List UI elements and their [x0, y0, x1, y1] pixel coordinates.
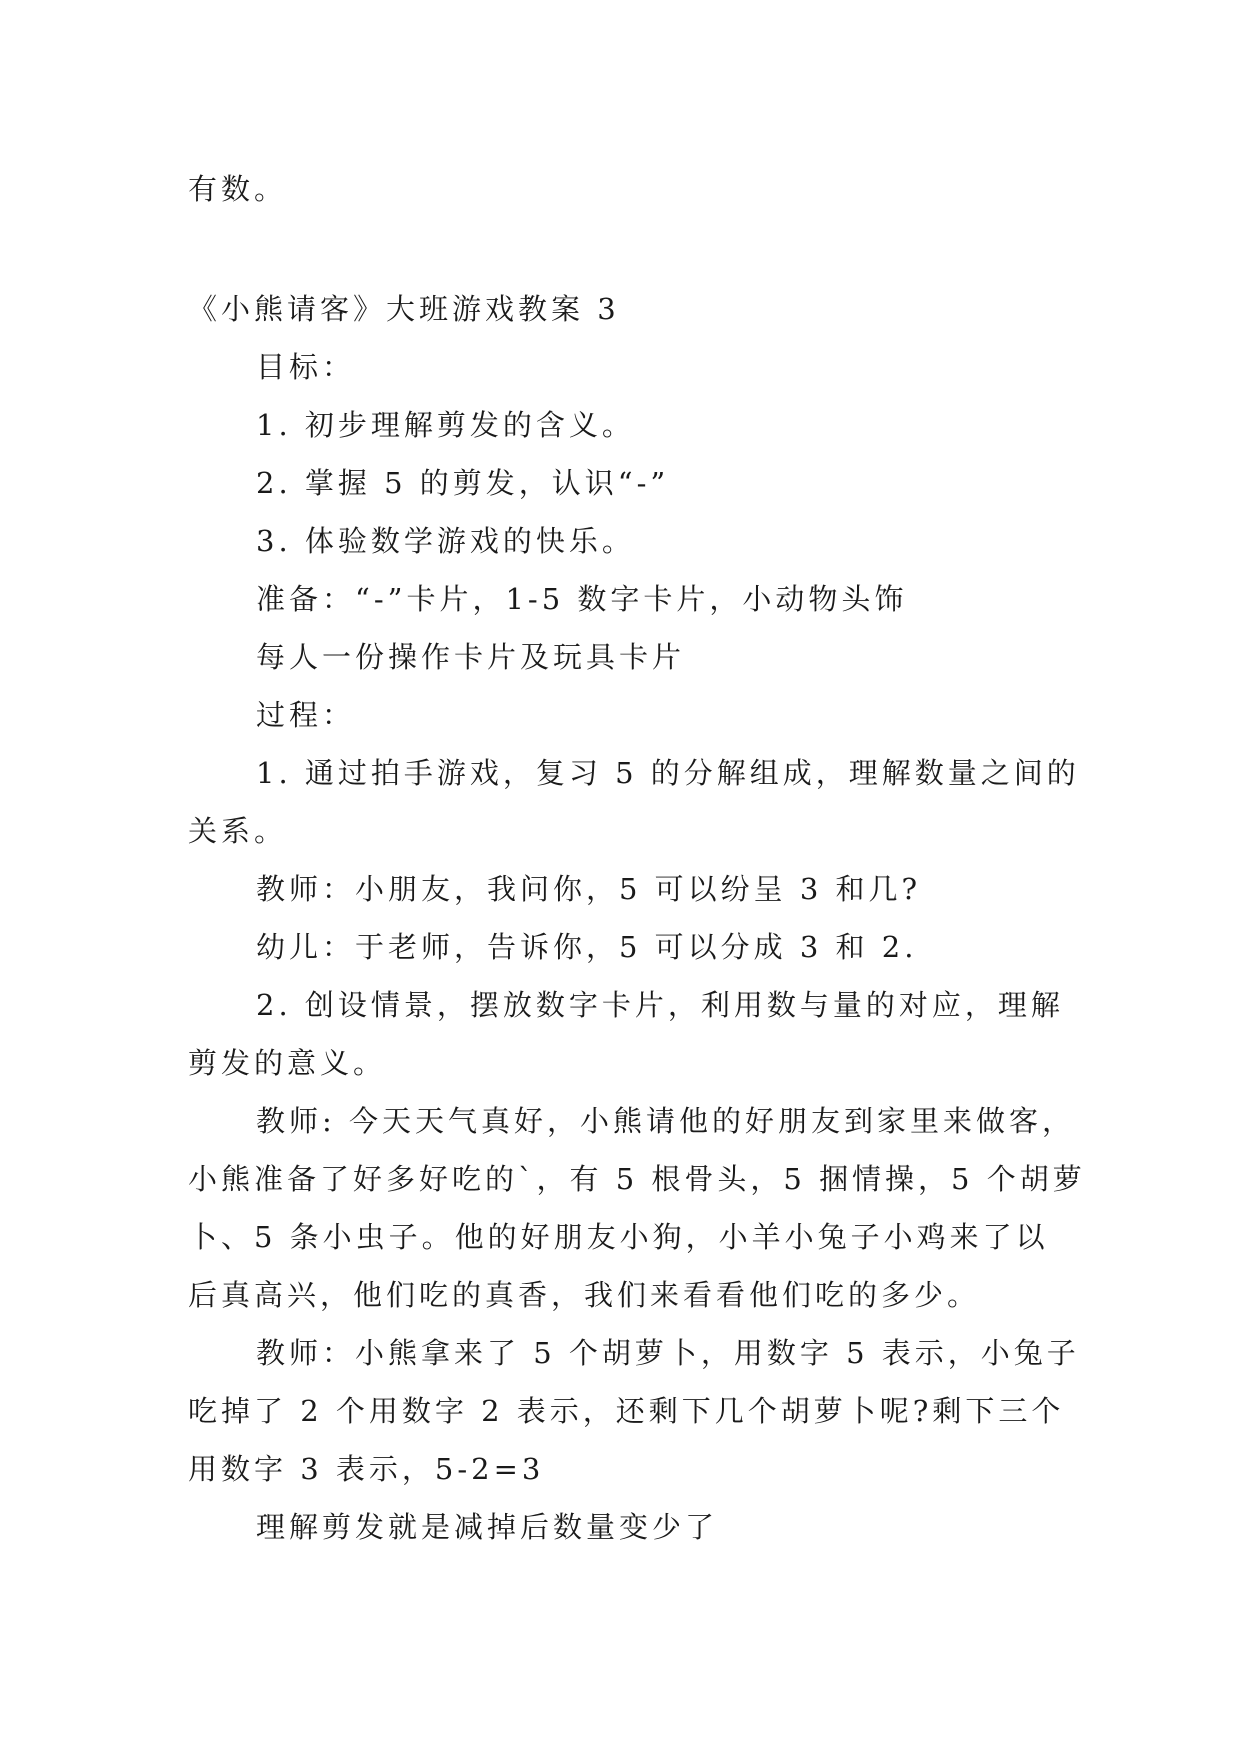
paragraph-line: 2. 掌握 5 的剪发，认识“-”: [256, 466, 670, 500]
paragraph-line: 3. 体验数学游戏的快乐。: [256, 524, 635, 558]
section-heading: 《小熊请客》大班游戏教案 3: [188, 292, 620, 326]
paragraph-line: 理解剪发就是减掉后数量变少了: [256, 1510, 719, 1544]
paragraph-line: 剪发的意义。: [188, 1046, 387, 1080]
paragraph-line: 准备：“-”卡片，1-5 数字卡片，小动物头饰: [256, 582, 908, 616]
paragraph-line: 1. 通过拍手游戏，复习 5 的分解组成，理解数量之间的: [256, 756, 1080, 790]
paragraph-line: 教师: 今天天气真好，小熊请他的好朋友到家里来做客，: [256, 1104, 1075, 1138]
paragraph-line: 小熊准备了好多好吃的`，有 5 根骨头，5 捆情操，5 个胡萝: [188, 1162, 1086, 1196]
paragraph-line: 教师：小熊拿来了 5 个胡萝卜，用数字 5 表示，小兔子: [256, 1336, 1080, 1370]
paragraph-line: 教师：小朋友，我问你，5 可以纷呈 3 和几?: [256, 872, 922, 906]
paragraph-line: 目标：: [256, 350, 356, 384]
paragraph-line: 2. 创设情景，摆放数字卡片，利用数与量的对应，理解: [256, 988, 1064, 1022]
paragraph-line: 后真高兴，他们吃的真香，我们来看看他们吃的多少。: [188, 1278, 981, 1312]
paragraph-line: 幼儿：于老师，告诉你，5 可以分成 3 和 2.: [256, 930, 918, 964]
paragraph-line: 关系。: [188, 814, 288, 848]
paragraph-line: 吃掉了 2 个用数字 2 表示，还剩下几个胡萝卜呢?剩下三个: [188, 1394, 1065, 1428]
paragraph-line: 用数字 3 表示，5-2=3: [188, 1452, 545, 1486]
paragraph-line: 1. 初步理解剪发的含义。: [256, 408, 635, 442]
lesson-plan-body: [188, 280, 1086, 1556]
paragraph-line: 每人一份操作卡片及玩具卡片: [256, 640, 686, 674]
continuation-text: [188, 160, 1050, 218]
continuation-line: 有数。: [188, 172, 288, 206]
paragraph-line: 卜、5 条小虫子。他的好朋友小狗，小羊小兔子小鸡来了以: [188, 1220, 1049, 1254]
paragraph-line: 过程：: [256, 698, 356, 732]
